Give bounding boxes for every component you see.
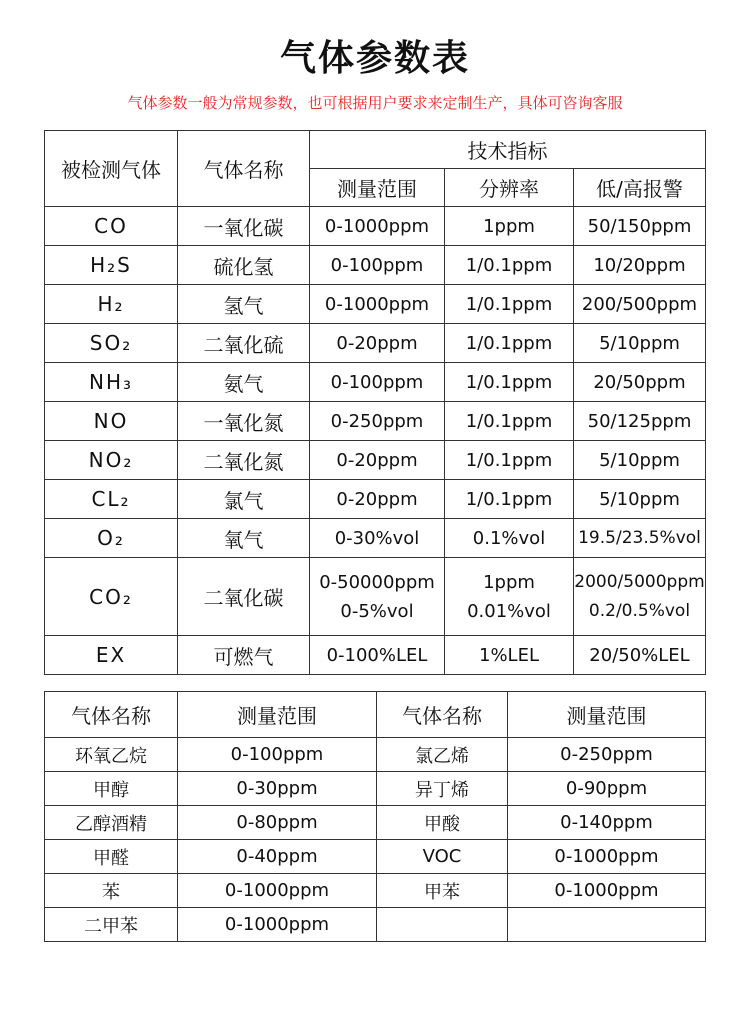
gas-range: 0-80ppm <box>178 806 377 840</box>
gas-resolution: 1ppm <box>445 207 574 246</box>
gas-alarm: 200/500ppm <box>574 285 706 324</box>
gas-name: 一氧化氮 <box>178 402 310 441</box>
gas-alarm: 50/125ppm <box>574 402 706 441</box>
gas-range: 0-20ppm <box>310 480 445 519</box>
gas-formula: CO <box>45 207 178 246</box>
gas-range: 0-90ppm <box>508 772 706 806</box>
header-range-1: 测量范围 <box>178 692 377 738</box>
gas-name: 异丁烯 <box>377 772 508 806</box>
gas-alarm: 50/150ppm <box>574 207 706 246</box>
gas-name: 二氧化硫 <box>178 324 310 363</box>
gas-resolution: 0.1%vol <box>445 519 574 558</box>
gas-resolution-ppm: 1ppm <box>483 571 535 593</box>
header-range-2: 测量范围 <box>508 692 706 738</box>
gas-resolution-vol: 0.01%vol <box>467 600 551 622</box>
gas-resolution: 1/0.1ppm <box>445 480 574 519</box>
gas-name <box>377 908 508 942</box>
header-gas-name-1: 气体名称 <box>45 692 178 738</box>
table-row <box>45 874 706 908</box>
gas-range: 0-30%vol <box>310 519 445 558</box>
gas-name: 氯气 <box>178 480 310 519</box>
table-row-co2 <box>45 558 706 636</box>
table-row <box>45 324 706 363</box>
gas-range: 0-100ppm <box>310 363 445 402</box>
table-row <box>45 207 706 246</box>
gas-formula: NO₂ <box>45 441 178 480</box>
gas-name: 甲酸 <box>377 806 508 840</box>
gas-range: 0-1000ppm <box>310 207 445 246</box>
gas-spec-table <box>44 130 706 675</box>
gas-name: 氯乙烯 <box>377 738 508 772</box>
gas-name: 甲醇 <box>45 772 178 806</box>
gas-resolution: 1/0.1ppm <box>445 441 574 480</box>
header-gas-name-2: 气体名称 <box>377 692 508 738</box>
gas-range: 0-1000ppm <box>178 908 377 942</box>
gas-range-vol: 0-5%vol <box>340 600 414 622</box>
gas-range: 0-1000ppm <box>508 874 706 908</box>
header-detected-gas: 被检测气体 <box>45 131 178 207</box>
gas-formula: EX <box>45 636 178 675</box>
gas-formula: NO <box>45 402 178 441</box>
gas-alarm: 5/10ppm <box>574 324 706 363</box>
table-row <box>45 908 706 942</box>
gas-resolution: 1%LEL <box>445 636 574 675</box>
gas-formula: CO₂ <box>45 558 178 636</box>
page-subtitle: 气体参数一般为常规参数，也可根据用户要求来定制生产，具体可咨询客服 <box>127 94 623 112</box>
gas-name: 二甲苯 <box>45 908 178 942</box>
gas-range: 0-1000ppm <box>310 285 445 324</box>
header-resolution: 分辨率 <box>445 169 574 207</box>
gas-resolution: 1/0.1ppm <box>445 285 574 324</box>
gas-formula: H₂ <box>45 285 178 324</box>
gas-formula: SO₂ <box>45 324 178 363</box>
gas-alarm <box>574 558 706 636</box>
gas-name: 二氧化氮 <box>178 441 310 480</box>
page-title: 气体参数表 <box>279 38 470 79</box>
gas-name: 氨气 <box>178 363 310 402</box>
table-row <box>45 402 706 441</box>
gas-name: 苯 <box>45 874 178 908</box>
gas-alarm-vol: 0.2/0.5%vol <box>588 600 691 621</box>
table-row <box>45 806 706 840</box>
gas-name: 甲醛 <box>45 840 178 874</box>
gas-name: 氢气 <box>178 285 310 324</box>
gas-range: 0-140ppm <box>508 806 706 840</box>
gas-resolution: 1/0.1ppm <box>445 324 574 363</box>
table-row <box>45 772 706 806</box>
header-alarm: 低/高报警 <box>574 169 706 207</box>
gas-alarm: 10/20ppm <box>574 246 706 285</box>
gas-range: 0-250ppm <box>310 402 445 441</box>
gas-alarm: 20/50ppm <box>574 363 706 402</box>
gas-alarm: 20/50%LEL <box>574 636 706 675</box>
table-row <box>45 840 706 874</box>
gas-range: 0-1000ppm <box>508 840 706 874</box>
gas-alarm: 5/10ppm <box>574 441 706 480</box>
table-row <box>45 441 706 480</box>
table-row <box>45 285 706 324</box>
table-row <box>45 363 706 402</box>
header-range: 测量范围 <box>310 169 445 207</box>
gas-resolution: 1/0.1ppm <box>445 246 574 285</box>
gas-range: 0-1000ppm <box>178 874 377 908</box>
gas-name: 一氧化碳 <box>178 207 310 246</box>
gas-formula: NH₃ <box>45 363 178 402</box>
table-row <box>45 480 706 519</box>
gas-name: 乙醇酒精 <box>45 806 178 840</box>
gas-alarm-ppm: 2000/5000ppm <box>574 571 705 592</box>
gas-resolution: 1/0.1ppm <box>445 363 574 402</box>
gas-alarm: 19.5/23.5%vol <box>574 519 706 558</box>
gas-name: VOC <box>377 840 508 874</box>
header-tech-spec: 技术指标 <box>310 131 706 169</box>
gas-range: 0-250ppm <box>508 738 706 772</box>
gas-name: 环氧乙烷 <box>45 738 178 772</box>
other-gas-table <box>44 691 706 942</box>
table-row <box>45 636 706 675</box>
header-gas-name: 气体名称 <box>178 131 310 207</box>
gas-range <box>310 558 445 636</box>
gas-range: 0-100ppm <box>178 738 377 772</box>
gas-resolution: 1/0.1ppm <box>445 402 574 441</box>
table-row <box>45 519 706 558</box>
gas-range: 0-40ppm <box>178 840 377 874</box>
gas-range: 0-20ppm <box>310 441 445 480</box>
gas-name: 硫化氢 <box>178 246 310 285</box>
gas-name: 二氧化碳 <box>178 558 310 636</box>
gas-range-ppm: 0-50000ppm <box>319 571 435 593</box>
gas-name: 可燃气 <box>178 636 310 675</box>
gas-range: 0-20ppm <box>310 324 445 363</box>
gas-formula: O₂ <box>45 519 178 558</box>
gas-resolution <box>445 558 574 636</box>
table-row <box>45 738 706 772</box>
gas-range <box>508 908 706 942</box>
gas-formula: H₂S <box>45 246 178 285</box>
gas-name: 甲苯 <box>377 874 508 908</box>
gas-range: 0-30ppm <box>178 772 377 806</box>
table-row <box>45 246 706 285</box>
gas-name: 氧气 <box>178 519 310 558</box>
gas-formula: CL₂ <box>45 480 178 519</box>
gas-range: 0-100%LEL <box>310 636 445 675</box>
gas-range: 0-100ppm <box>310 246 445 285</box>
gas-alarm: 5/10ppm <box>574 480 706 519</box>
